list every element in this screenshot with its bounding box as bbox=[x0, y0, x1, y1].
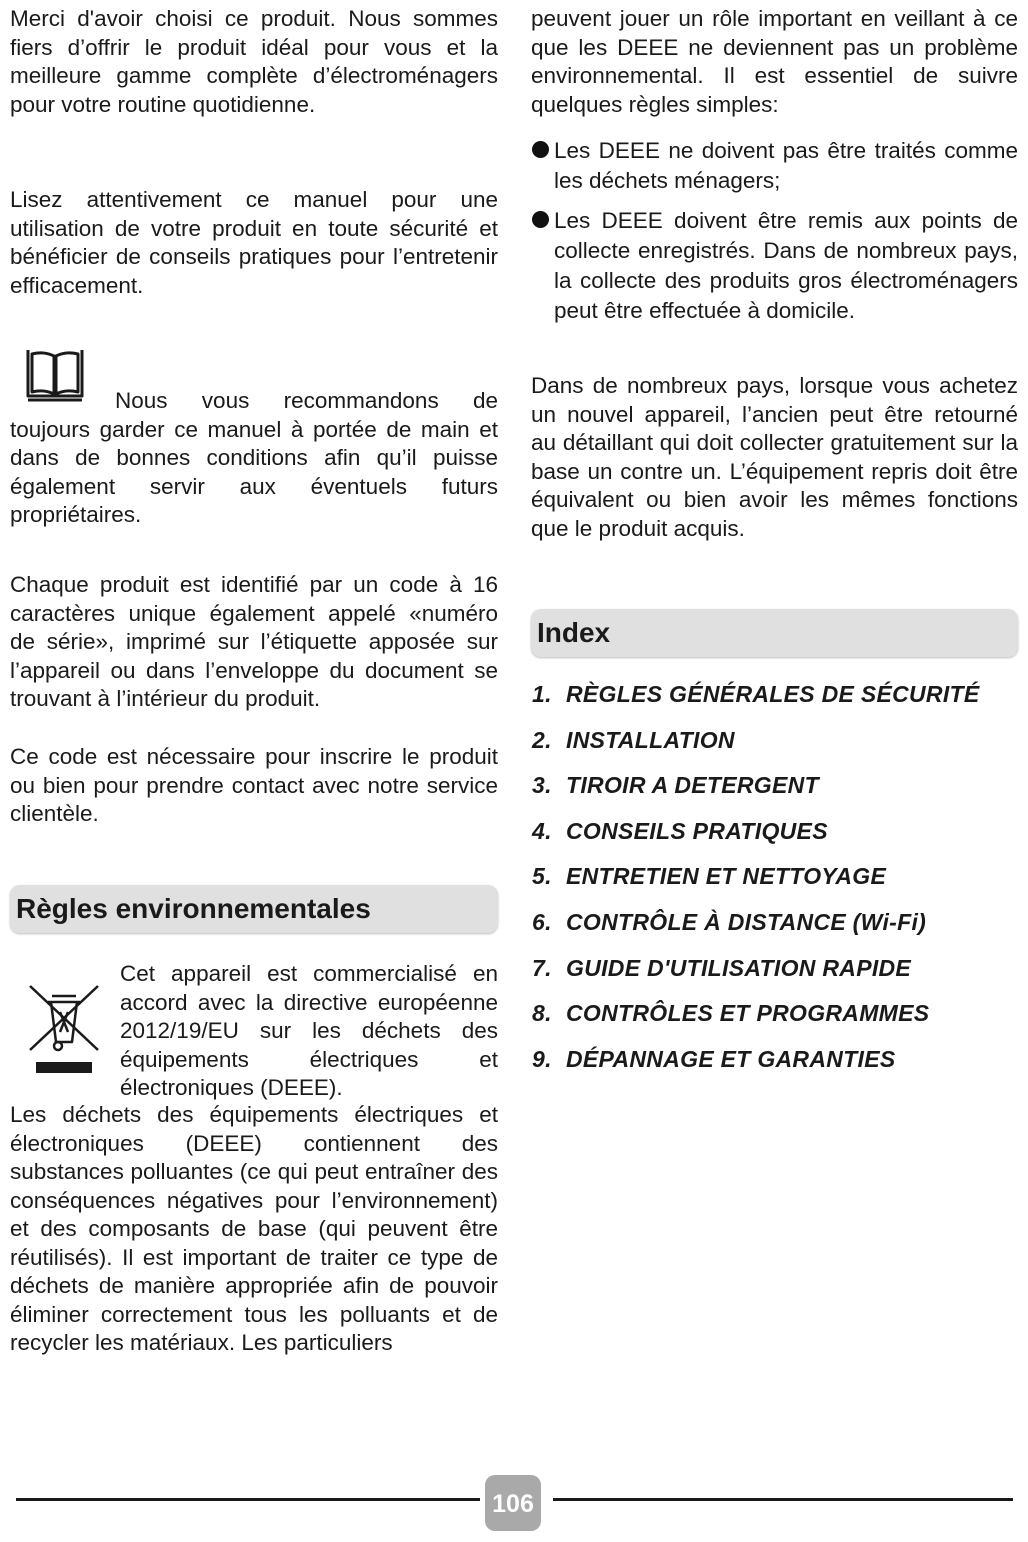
bullet-icon bbox=[532, 211, 549, 228]
return-policy-paragraph: Dans de nombreux pays, lorsque vous achetez un nouvel appareil, l’ancien peut être retourné au détaillant qui doit collecter gratuitement sur la base un contre un. L’équipement repris doit être équivalent ou bien avoir les mêmes fonctions que le produit acquis. bbox=[531, 373, 1018, 541]
bullet-icon bbox=[532, 141, 549, 158]
toc-item[interactable]: 9. DÉPANNAGE ET GARANTIES bbox=[532, 1045, 896, 1072]
footer-divider-left bbox=[16, 1498, 480, 1501]
weee-continued-paragraph: peuvent jouer un rôle important en veillant à ce que les DEEE ne deviennent pas un problème environnemental. Il est essentiel de suivre quelques règles simples: bbox=[531, 6, 1018, 117]
bullet-text: Les DEEE doivent être remis aux points de collecte enregistrés. Dans de nombreux pays, la collecte des produits gros électroménagers peut être effectuée à domicile. bbox=[554, 208, 1018, 323]
weee-directive-text: Cet appareil est commercialisé en accord avec la directive européenne 2012/19/EU sur les déchets des équipements électriques et électroniques (DEEE). bbox=[120, 961, 498, 1100]
index-section-title: Index bbox=[531, 609, 1018, 657]
weee-directive-block bbox=[10, 960, 498, 1103]
list-item bbox=[531, 136, 1018, 196]
toc-item[interactable]: 1. RÈGLES GÉNÉRALES DE SÉCURITÉ bbox=[532, 681, 980, 707]
toc-item[interactable]: 4. CONSEILS PRATIQUES bbox=[532, 817, 828, 844]
code-usage-paragraph: Ce code est nécessaire pour inscrire le produit ou bien pour prendre contact avec notre service clientèle. bbox=[10, 744, 498, 826]
toc-item[interactable]: 8. CONTRÔLES ET PROGRAMMES bbox=[532, 1000, 930, 1027]
toc-item[interactable]: 7. GUIDE D'UTILISATION RAPIDE bbox=[532, 954, 912, 981]
intro-paragraph-read-manual: Lisez attentivement ce manuel pour une utilisation de votre produit en toute sécurité et bénéficier de conseils pratiques pour l’entretenir efficacement. bbox=[10, 187, 498, 298]
list-item bbox=[531, 206, 1018, 326]
page-number-badge: 106 bbox=[485, 1475, 541, 1531]
serial-number-paragraph: Chaque produit est identifié par un code à 16 caractères unique également appelé «numéro de série», imprimé sur l’étiquette apposée sur l’appareil ou dans l’enveloppe du document se trouvant à l’intérieur du produit. bbox=[10, 572, 498, 711]
weee-explanation-paragraph: Les déchets des équipements électriques et électroniques (DEEE) contiennent des substances polluantes (ce qui peut entraîner des conséquences négatives pour l’environnement) et des composants de base (qui peuvent être réutilisés). Il est important de traiter ce type de déchets de manière appropriée afin de pouvoir éliminer correctement tous les polluants et de recycler les matériaux. Les particuliers bbox=[10, 1102, 498, 1355]
toc-item[interactable]: 2. INSTALLATION bbox=[532, 726, 735, 753]
manual-recommendation-text: Nous vous recommandons de toujours garder ce manuel à portée de main et dans de bonnes conditions afin qu’il puisse également servir aux éventuels futurs propriétaires. bbox=[10, 388, 498, 527]
bullet-text: Les DEEE ne doivent pas être traités comme les déchets ménagers; bbox=[554, 138, 1018, 193]
crossed-out-wheelie-bin-icon bbox=[28, 982, 100, 1078]
toc-item[interactable]: 6. CONTRÔLE À DISTANCE (Wi-Fi) bbox=[532, 908, 927, 935]
footer-divider-right bbox=[553, 1498, 1013, 1501]
environment-section-title: Règles environnementales bbox=[10, 885, 498, 933]
table-of-contents bbox=[532, 676, 1019, 1086]
toc-item[interactable]: 5. ENTRETIEN ET NETTOYAGE bbox=[532, 863, 887, 890]
intro-paragraph-thanks: Merci d'avoir choisi ce produit. Nous sommes fiers d’offrir le produit idéal pour vous et la meilleure gamme complète d’électroménagers pour votre routine quotidienne. bbox=[10, 6, 498, 117]
weee-rules-list bbox=[531, 136, 1018, 336]
toc-item[interactable]: 3. TIROIR A DETERGENT bbox=[532, 772, 819, 799]
